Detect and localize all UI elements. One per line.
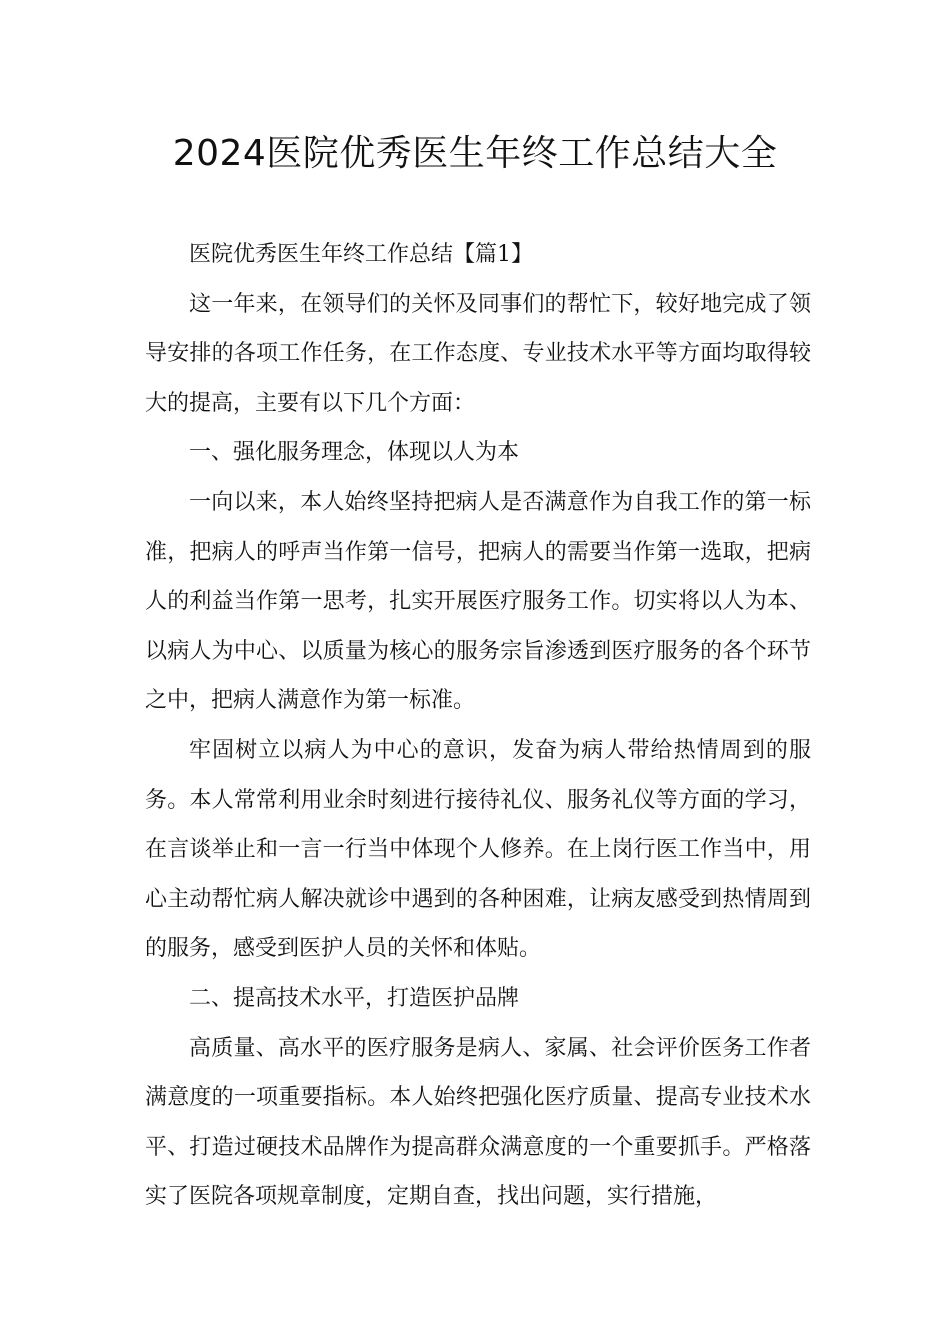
- document-body: [145, 230, 811, 1222]
- section-heading-1: 一、强化服务理念，体现以人为本: [189, 440, 520, 466]
- paragraph-quality: 高质量、高水平的医疗服务是病人、家属、社会评价医务工作者满意度的一项重要指标。本人始终把强化医疗质量、提高专业技术水平、打造过硬技术品牌作为提高群众满意度的一个重要抓手。严格落实了医院各项规章制度，定期自查，找出问题，实行措施，: [145, 1035, 811, 1210]
- paragraph-service-awareness: 牢固树立以病人为中心的意识，发奋为病人带给热情周到的服务。本人常常利用业余时刻进行接待礼仪、服务礼仪等方面的学习，在言谈举止和一言一行当中体现个人修养。在上岗行医工作当中，用心主动帮忙病人解决就诊中遇到的各种困难，让病友感受到热情周到的服务，感受到医护人员的关怀和体贴。: [145, 737, 811, 962]
- paragraph-intro: 这一年来，在领导们的关怀及同事们的帮忙下，较好地完成了领导安排的各项工作任务，在工作态度、专业技术水平等方面均取得较大的提高，主要有以下几个方面：: [145, 291, 811, 416]
- document-title: 2024医院优秀医生年终工作总结大全: [172, 133, 778, 174]
- paragraph-patient-first: 一向以来，本人始终坚持把病人是否满意作为自我工作的第一标准，把病人的呼声当作第一信号，把病人的需要当作第一选取，把病人的利益当作第一思考，扎实开展医疗服务工作。切实将以人为本、以病人为中心、以质量为核心的服务宗旨渗透到医疗服务的各个环节之中，把病人满意作为第一标准。: [145, 489, 811, 714]
- section-heading-part1: 医院优秀医生年终工作总结【篇1】: [189, 242, 533, 267]
- section-heading-2: 二、提高技术水平，打造医护品牌: [189, 985, 520, 1011]
